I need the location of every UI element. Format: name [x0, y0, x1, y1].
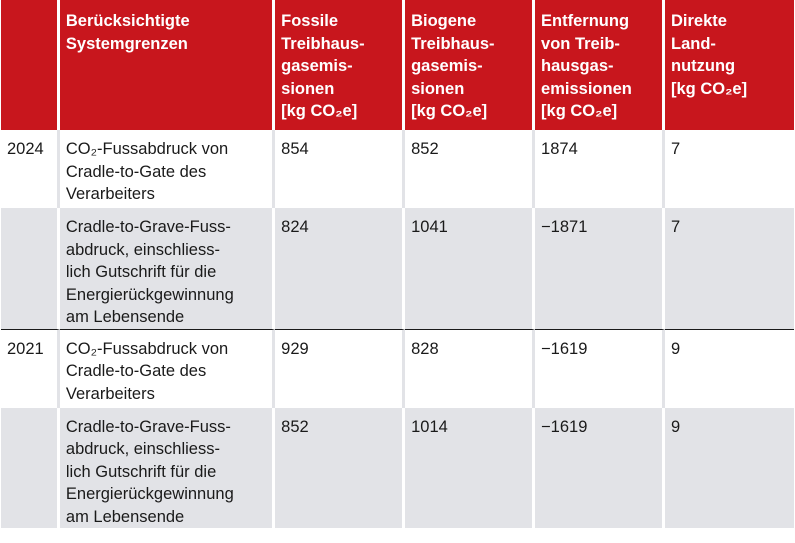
table-row — [1, 208, 794, 329]
cell-year — [1, 408, 60, 529]
cell-land-use: 9 — [665, 329, 794, 408]
header-row — [1, 0, 794, 130]
header-fossil-emissions: Fossile Treibhaus- gasemis- sionen [kg CO₂e] — [275, 0, 405, 130]
table-row — [1, 130, 794, 208]
cell-boundary: Cradle-to-Grave-Fuss- abdruck, einschliess- lich Gutschrift für die Energierückgewinnung am Lebensende — [60, 408, 275, 529]
cell-boundary: CO₂-Fussabdruck von Cradle-to-Gate des Verarbeiters — [60, 329, 275, 408]
cell-year — [1, 208, 60, 329]
cell-biogenic: 828 — [405, 329, 535, 408]
cell-boundary: Cradle-to-Grave-Fuss- abdruck, einschliess- lich Gutschrift für die Energierückgewinnung am Lebensende — [60, 208, 275, 329]
cell-fossil: 852 — [275, 408, 405, 529]
cell-removal: −1619 — [535, 329, 665, 408]
cell-land-use: 9 — [665, 408, 794, 529]
cell-biogenic: 1014 — [405, 408, 535, 529]
header-system-boundaries: Berücksichtigte Systemgrenzen — [60, 0, 275, 130]
cell-removal: −1871 — [535, 208, 665, 329]
table-row — [1, 408, 794, 529]
cell-fossil: 824 — [275, 208, 405, 329]
header-biogenic-emissions: Biogene Treibhaus- gasemis- sionen [kg CO₂e] — [405, 0, 535, 130]
header-emission-removal: Entfernung von Treib- hausgas- emissionen [kg CO₂e] — [535, 0, 665, 130]
cell-removal: −1619 — [535, 408, 665, 529]
header-year — [1, 0, 60, 130]
cell-land-use: 7 — [665, 130, 794, 208]
cell-land-use: 7 — [665, 208, 794, 329]
table-row — [1, 329, 794, 408]
cell-fossil: 854 — [275, 130, 405, 208]
cell-boundary: CO₂-Fussabdruck von Cradle-to-Gate des Verarbeiters — [60, 130, 275, 208]
header-direct-land-use: Direkte Land- nutzung [kg CO₂e] — [665, 0, 794, 130]
cell-year: 2024 — [1, 130, 60, 208]
cell-year: 2021 — [1, 329, 60, 408]
cell-fossil: 929 — [275, 329, 405, 408]
cell-biogenic: 1041 — [405, 208, 535, 329]
cell-removal: 1874 — [535, 130, 665, 208]
emissions-table — [1, 0, 794, 528]
cell-biogenic: 852 — [405, 130, 535, 208]
